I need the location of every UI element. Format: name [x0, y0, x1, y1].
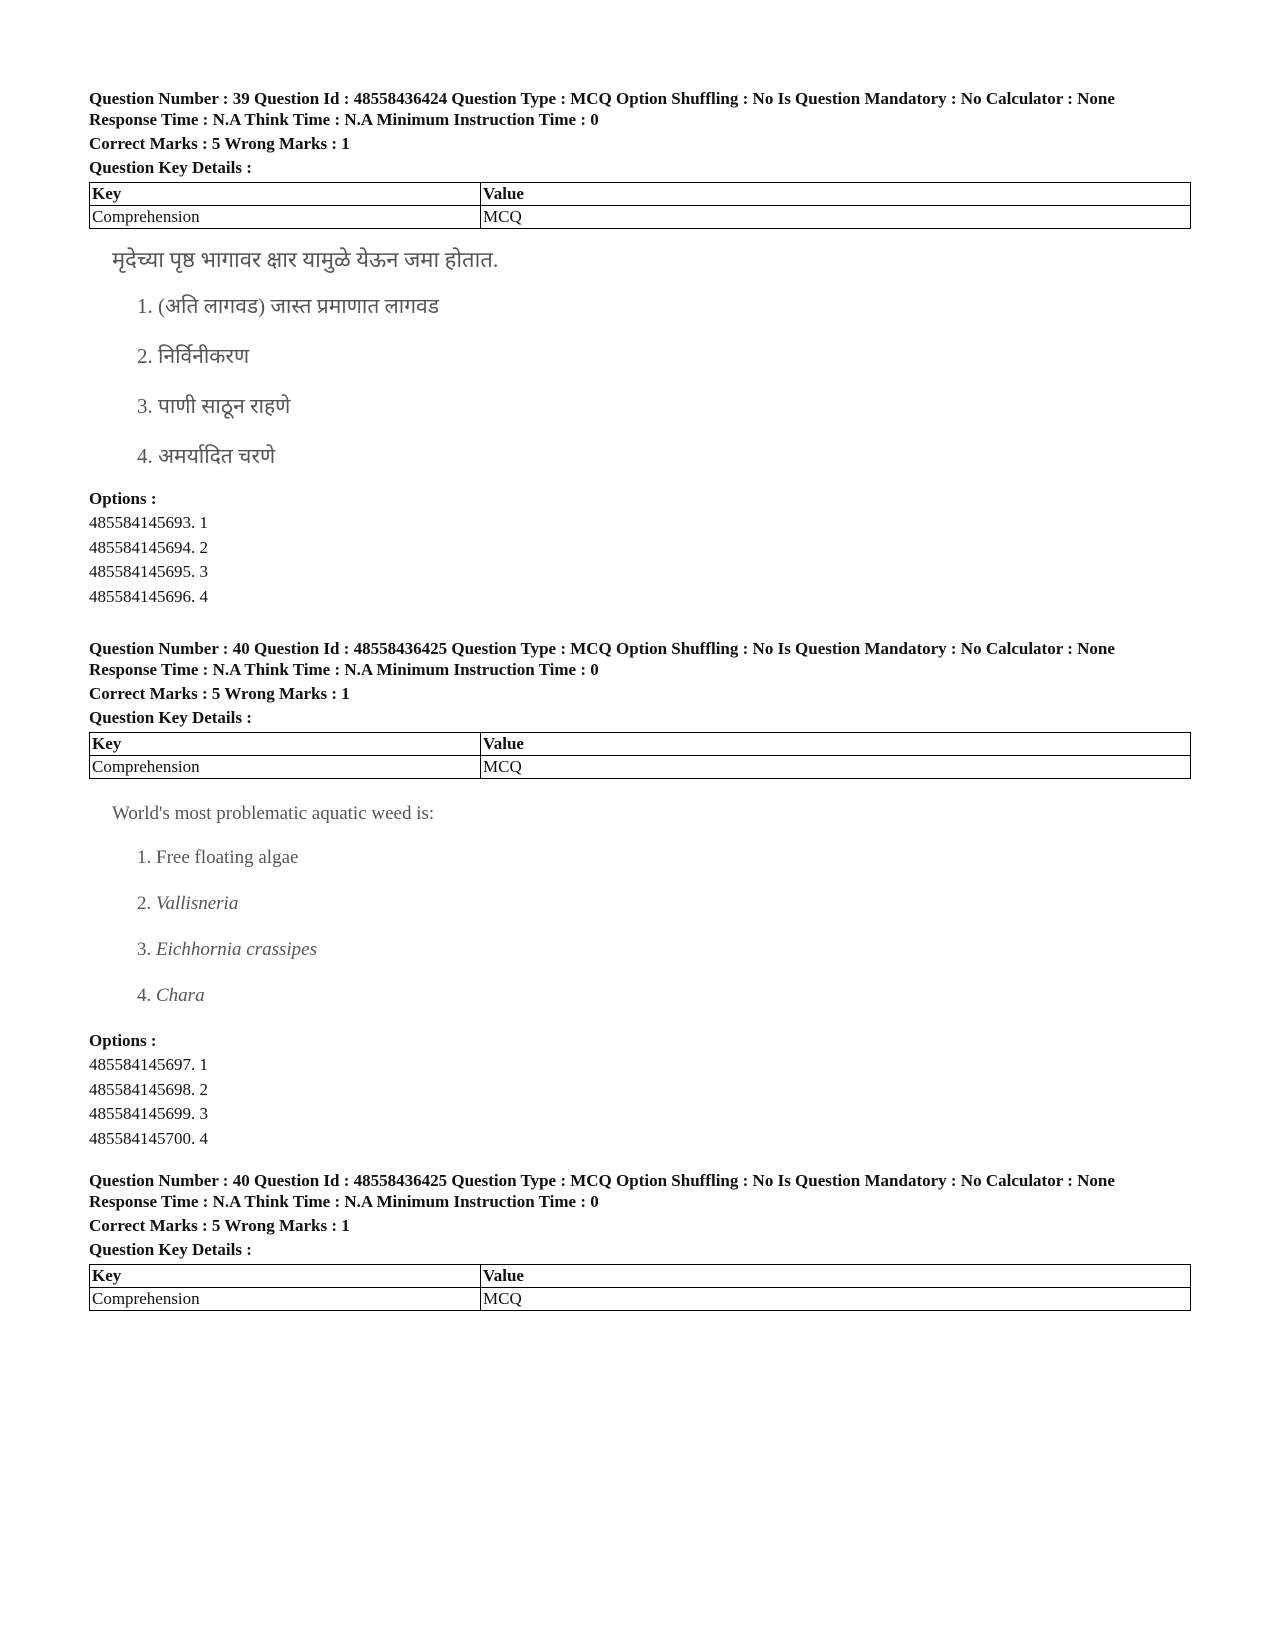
- table-row: [90, 206, 1191, 229]
- question-header-line1: Question Number : 39 Question Id : 48558436424 Question Type : MCQ Option Shuffling : No Is Question Mandatory : No Calculator : None: [89, 89, 1115, 108]
- question-option-number: 2.: [137, 893, 152, 914]
- question-option-text: Vallisneria: [156, 893, 239, 914]
- question-image: [112, 247, 1191, 469]
- table-head-key: Key: [90, 733, 481, 756]
- key-details-table: [89, 182, 1191, 229]
- table-header-row: [90, 733, 1191, 756]
- table-cell-key: Comprehension: [90, 206, 481, 229]
- question-header-line2: Response Time : N.A Think Time : N.A Minimum Instruction Time : 0: [89, 1192, 599, 1211]
- table-head-key: Key: [90, 183, 481, 206]
- key-details-table: [89, 1264, 1191, 1311]
- table-cell-value: MCQ: [481, 206, 1191, 229]
- key-details-label: Question Key Details :: [89, 708, 252, 727]
- option-id-line: 485584145698. 2: [89, 1079, 208, 1099]
- question-stem: मृदेच्या पृष्ठ भागावर क्षार यामुळे येऊन जमा होतात.: [112, 247, 499, 272]
- question-option-number: 1.: [137, 847, 152, 868]
- table-header-row: [90, 1265, 1191, 1288]
- marks-line: Correct Marks : 5 Wrong Marks : 1: [89, 134, 350, 153]
- question-header-line2: Response Time : N.A Think Time : N.A Minimum Instruction Time : 0: [89, 110, 599, 129]
- table-head-value: Value: [481, 1265, 1191, 1288]
- question-option-2: 2. निर्विनीकरण: [137, 344, 250, 368]
- key-details-label: Question Key Details :: [89, 158, 252, 177]
- question-option-1: [137, 845, 1191, 871]
- question-option-number: 3.: [137, 939, 152, 960]
- question-block-40-repeat: [89, 1170, 1191, 1311]
- option-id-line: 485584145696. 4: [89, 586, 208, 606]
- table-cell-key: Comprehension: [90, 1288, 481, 1311]
- question-option-4: 4. अमर्यादित चरणे: [137, 444, 276, 468]
- question-option-number: 4.: [137, 985, 152, 1006]
- option-id-line: 485584145693. 1: [89, 513, 208, 532]
- question-option-text: Free floating algae: [156, 847, 299, 868]
- question-option-3: 3. पाणी साठून राहणे: [137, 394, 291, 418]
- table-row: [90, 756, 1191, 779]
- question-option-1: 1. (अति लागवड) जास्त प्रमाणात लागवड: [137, 294, 439, 318]
- marks-line: Correct Marks : 5 Wrong Marks : 1: [89, 1216, 350, 1235]
- key-details-table: [89, 732, 1191, 779]
- option-id-line: 485584145700. 4: [89, 1128, 208, 1148]
- option-id-line: 485584145699. 3: [89, 1104, 208, 1123]
- table-header-row: [90, 183, 1191, 206]
- options-label: Options :: [89, 489, 157, 508]
- question-block-40: [89, 638, 1191, 1151]
- marks-line: Correct Marks : 5 Wrong Marks : 1: [89, 684, 350, 703]
- option-id-line: 485584145695. 3: [89, 562, 208, 581]
- question-option-3: [137, 937, 1191, 963]
- question-block-39: [89, 88, 1191, 609]
- question-option-4: [137, 983, 1191, 1009]
- table-head-value: Value: [481, 733, 1191, 756]
- question-header-line2: Response Time : N.A Think Time : N.A Minimum Instruction Time : 0: [89, 660, 599, 679]
- question-header-line1: Question Number : 40 Question Id : 48558436425 Question Type : MCQ Option Shuffling : No Is Question Mandatory : No Calculator : None: [89, 1171, 1115, 1190]
- table-head-key: Key: [90, 1265, 481, 1288]
- question-option-2: [137, 891, 1191, 917]
- table-cell-value: MCQ: [481, 756, 1191, 779]
- question-header-line1: Question Number : 40 Question Id : 48558436425 Question Type : MCQ Option Shuffling : No Is Question Mandatory : No Calculator : None: [89, 639, 1115, 658]
- question-image: [112, 801, 1191, 1009]
- table-row: [90, 1288, 1191, 1311]
- question-option-text: Eichhornia crassipes: [156, 939, 317, 960]
- key-details-label: Question Key Details :: [89, 1240, 252, 1259]
- question-option-text: Chara: [156, 985, 205, 1006]
- table-cell-key: Comprehension: [90, 756, 481, 779]
- options-label: Options :: [89, 1031, 157, 1050]
- question-stem: World's most problematic aquatic weed is:: [112, 803, 435, 824]
- option-id-line: 485584145697. 1: [89, 1055, 208, 1074]
- table-head-value: Value: [481, 183, 1191, 206]
- option-id-line: 485584145694. 2: [89, 537, 208, 557]
- table-cell-value: MCQ: [481, 1288, 1191, 1311]
